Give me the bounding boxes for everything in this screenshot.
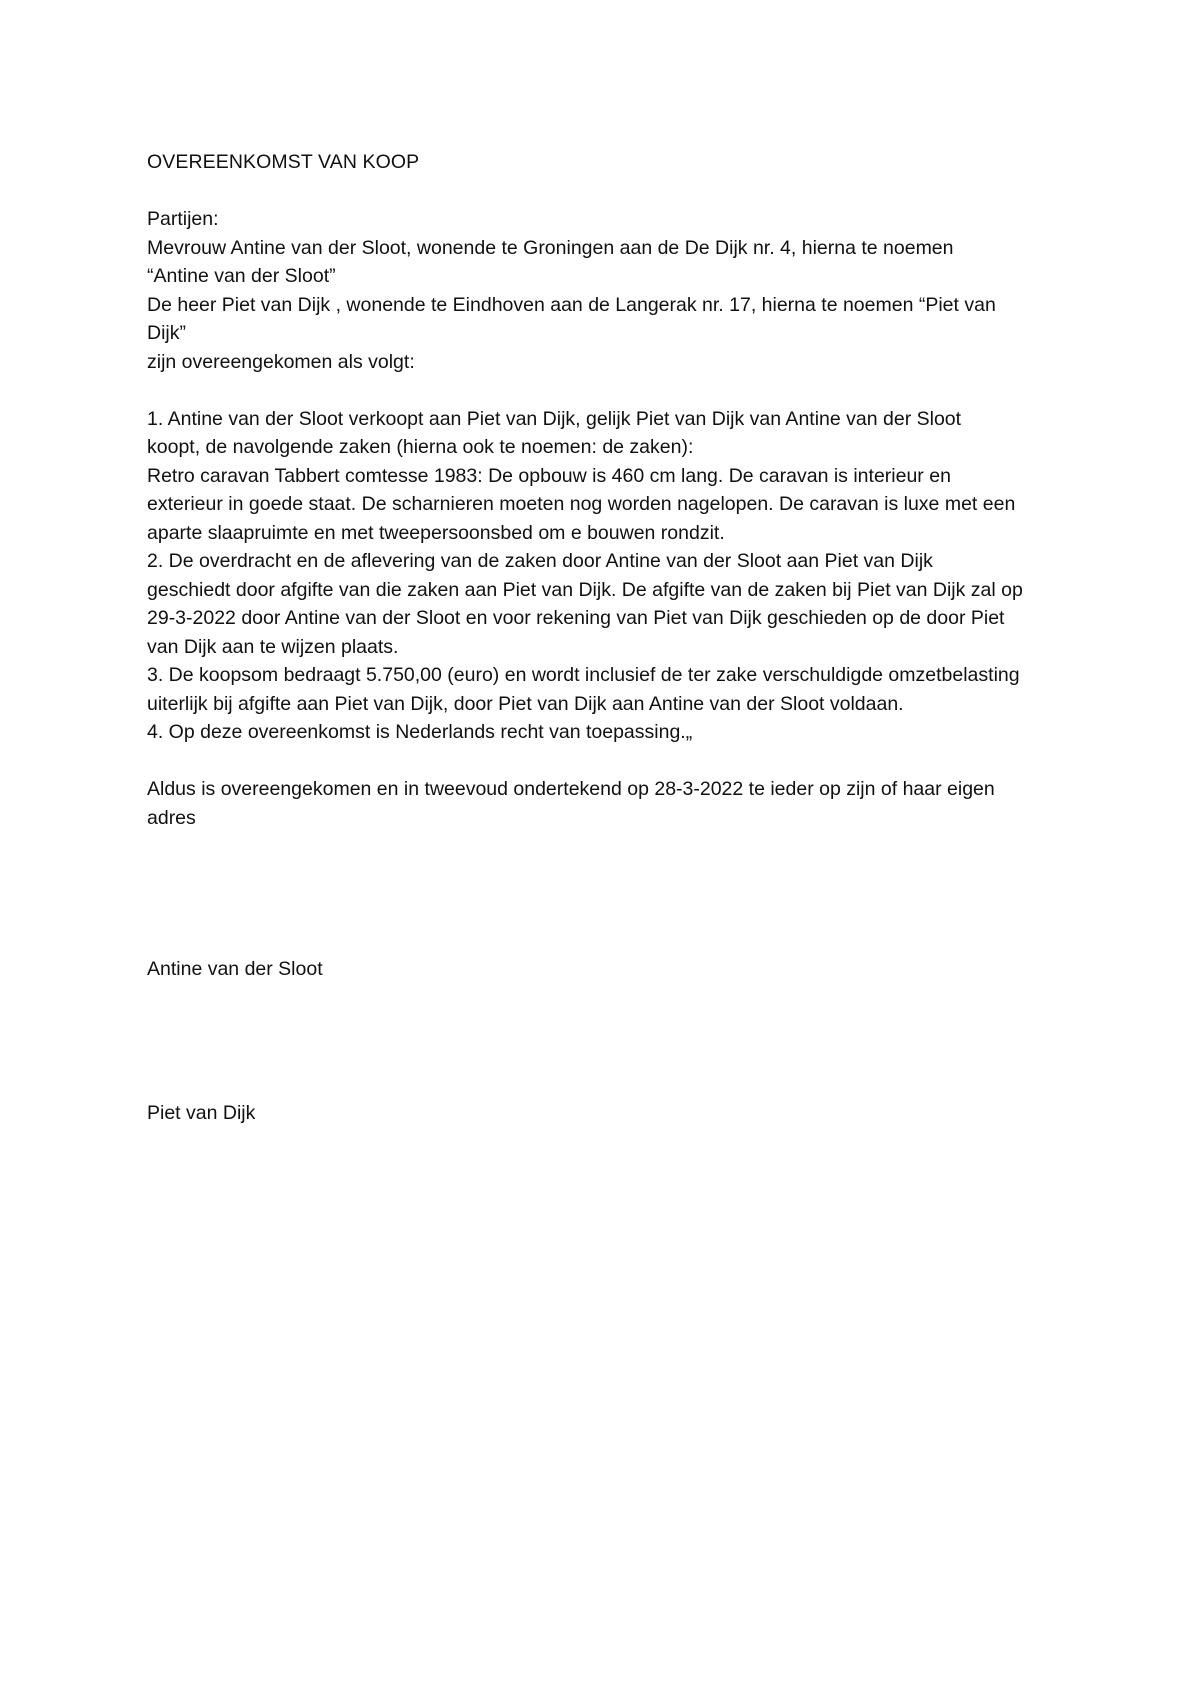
document-title: OVEREENKOMST VAN KOOP: [147, 151, 420, 173]
party-1-line-2: “Antine van der Sloot”: [147, 265, 336, 287]
party-2-line-2: Dijk”: [147, 322, 186, 344]
spacer: [147, 177, 1077, 206]
clause-2-line-2: geschiedt door afgifte van die zaken aan Piet van Dijk. De afgifte van de zaken bij Piet van Dijk zal op: [147, 578, 1023, 601]
spacer: [147, 376, 1077, 405]
party-2-line-1: De heer Piet van Dijk , wonende te Eindhoven aan de Langerak nr. 17, hierna te noemen “Piet van: [147, 293, 996, 316]
clause-2-line-3: 29-3-2022 door Antine van der Sloot en voor rekening van Piet van Dijk geschieden op de door Piet: [147, 607, 1005, 629]
agreed-line: zijn overeengekomen als volgt:: [147, 350, 415, 373]
clause-1-line-3: Retro caravan Tabbert comtesse 1983: De opbouw is 460 cm lang. De caravan is interieur en: [147, 464, 951, 487]
closing-line-2: adres: [147, 806, 196, 829]
clause-3-line-1: 3. De koopsom bedraagt 5.750,00 (euro) en wordt inclusief de ter zake verschuldigde omzetbelasting: [147, 664, 1020, 686]
clause-1-line-1: 1. Antine van der Sloot verkoopt aan Piet van Dijk, gelijk Piet van Dijk van Antine van der Sloot: [147, 407, 962, 430]
clause-1-line-2: koopt, de navolgende zaken (hierna ook te noemen: de zaken):: [147, 436, 694, 458]
buyer-signature-name: Piet van Dijk: [147, 1102, 256, 1124]
clause-4-line-1: 4. Op deze overeenkomst is Nederlands recht van toepassing.„: [147, 721, 693, 743]
clause-2-line-4: van Dijk aan te wijzen plaats.: [147, 635, 399, 658]
clause-2-line-1: 2. De overdracht en de aflevering van de zaken door Antine van der Sloot aan Piet van Dijk: [147, 550, 933, 572]
seller-signature-name: Antine van der Sloot: [147, 958, 323, 980]
clause-1-line-4: exterieur in goede staat. De scharnieren moeten nog worden nagelopen. De caravan is luxe met een: [147, 493, 1016, 515]
parties-heading: Partijen:: [147, 208, 219, 230]
clause-1-line-5: aparte slaapruimte en met tweepersoonsbed om e bouwen rondzit.: [147, 521, 725, 544]
closing-line-1: Aldus is overeengekomen en in tweevoud ondertekend op 28-3-2022 te ieder op zijn of haar eigen: [147, 778, 995, 800]
clause-3-line-2: uiterlijk bij afgifte aan Piet van Dijk, door Piet van Dijk aan Antine van der Sloot voldaan.: [147, 692, 904, 715]
party-1-line-1: Mevrouw Antine van der Sloot, wonende te Groningen aan de De Dijk nr. 4, hierna te noemen: [147, 236, 954, 259]
spacer: [147, 747, 1077, 776]
contract-body: [147, 148, 1077, 832]
